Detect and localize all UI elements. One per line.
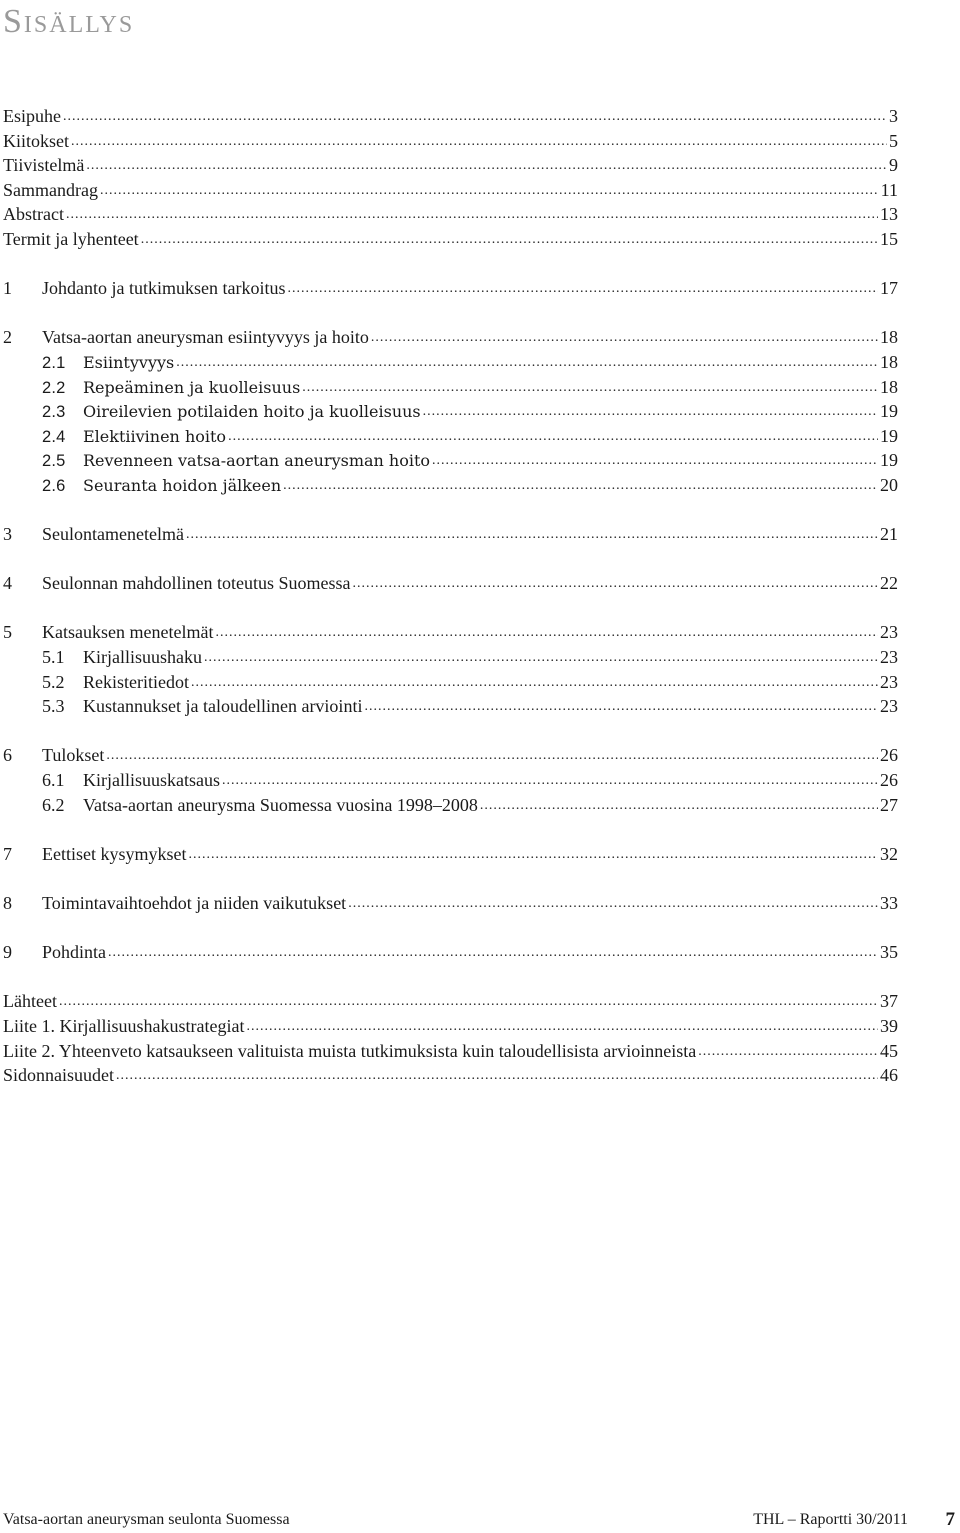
toc-entry-page: 20	[880, 474, 898, 495]
toc-entry-page: 22	[880, 573, 898, 594]
toc-entry-title: Tulokset	[42, 745, 105, 766]
dot-leader	[176, 348, 878, 376]
toc-entry[interactable]	[3, 1039, 898, 1064]
toc-entry-title: Abstract	[3, 204, 64, 225]
toc-entry-title: Toimintavaihtoehdot ja niiden vaikutukset	[42, 893, 347, 913]
toc-entry-title: Repeäminen ja kuolleisuus	[83, 377, 301, 397]
toc-entry[interactable]	[3, 793, 898, 818]
toc-entry-number: 5	[3, 622, 12, 643]
toc-entry-title: Seulontamenetelmä	[42, 524, 184, 545]
page-title: Sisällys	[3, 3, 135, 40]
dot-leader	[348, 889, 878, 917]
toc-entry-page: 37	[880, 991, 898, 1012]
dot-leader	[215, 618, 878, 646]
dot-leader	[108, 938, 878, 966]
toc-entry-title: Oireilevien potilaiden hoito ja kuolleisuus	[83, 402, 421, 422]
dot-leader	[86, 151, 887, 179]
dot-leader	[106, 741, 878, 769]
dot-leader	[222, 766, 878, 794]
toc-entry-page: 11	[880, 179, 898, 200]
dot-leader	[141, 225, 878, 253]
footer-report-title: Vatsa-aortan aneurysman seulonta Suomessa	[3, 1511, 290, 1528]
toc-entry-page: 19	[880, 401, 898, 422]
toc-entry-title: Esiintyvyys	[83, 352, 175, 372]
toc-entry-page: 23	[880, 671, 898, 692]
toc-entry-page: 18	[880, 327, 898, 348]
toc-entry-title: Seulonnan mahdollinen toteutus Suomessa	[42, 573, 351, 594]
dot-leader	[480, 791, 878, 819]
toc-entry-title: Pohdinta	[42, 942, 107, 963]
dot-leader	[228, 422, 878, 450]
toc-entry[interactable]	[3, 1063, 898, 1088]
toc-entry-number: 2.2	[42, 378, 66, 397]
toc-entry[interactable]	[3, 645, 898, 670]
toc-entry[interactable]	[3, 842, 898, 867]
dot-leader	[191, 668, 878, 696]
dot-leader	[246, 1012, 878, 1040]
toc-entry[interactable]	[3, 620, 898, 645]
dot-leader	[432, 446, 878, 474]
toc-entry-title: Kirjallisuushaku	[83, 647, 202, 668]
toc-entry-number: 2.5	[42, 452, 66, 471]
toc-entry[interactable]	[3, 424, 898, 449]
toc-entry[interactable]	[3, 202, 898, 227]
toc-entry[interactable]	[3, 350, 898, 375]
toc-entry-title: Lähteet	[3, 991, 57, 1012]
toc-entry[interactable]	[3, 940, 898, 965]
toc-entry-title: Vatsa-aortan aneurysma Suomessa vuosina 1998–2008	[83, 794, 478, 815]
toc-entry-title: Elektiivinen hoito	[83, 426, 227, 446]
toc-entry-page: 23	[880, 622, 898, 643]
toc-entry-number: 5.3	[42, 696, 65, 717]
dot-leader	[188, 840, 878, 868]
toc-entry[interactable]	[3, 227, 898, 252]
toc-entry[interactable]	[3, 375, 898, 400]
dot-leader	[59, 987, 878, 1015]
dot-leader	[71, 127, 887, 155]
toc-entry-number: 4	[3, 573, 12, 594]
toc-entry-page: 18	[880, 351, 898, 372]
toc-entry-title: Liite 2. Yhteenveto katsaukseen valituista muista tutkimuksista kuin taloudellisista arvioinneista	[3, 1040, 697, 1061]
toc-entry[interactable]	[3, 768, 898, 793]
toc-entry[interactable]	[3, 325, 898, 350]
toc-entry[interactable]	[3, 399, 898, 424]
dot-leader	[116, 1061, 878, 1089]
dot-leader	[204, 643, 878, 671]
toc-entry-title: Vatsa-aortan aneurysman esiintyvyys ja hoito	[42, 327, 369, 348]
toc-entry-title: Johdanto ja tutkimuksen tarkoitus	[42, 278, 286, 299]
toc-entry-page: 9	[889, 155, 898, 176]
toc-entry-title: Esipuhe	[3, 106, 61, 126]
toc-entry-title: Termit ja lyhenteet	[3, 228, 139, 249]
toc-entry[interactable]	[3, 1014, 898, 1039]
dot-leader	[287, 274, 878, 302]
toc-entry-title: Sammandrag	[3, 179, 98, 200]
dot-leader	[364, 692, 878, 720]
dot-leader	[100, 176, 879, 204]
toc-entry-title: Tiivistelmä	[3, 155, 85, 176]
toc-entry[interactable]	[3, 670, 898, 695]
toc-entry-page: 26	[880, 745, 898, 766]
toc-entry-page: 35	[880, 942, 898, 963]
toc-entry[interactable]	[3, 448, 898, 473]
toc-entry-number: 6.1	[42, 770, 65, 791]
toc-entry-number: 9	[3, 942, 12, 963]
dot-leader	[283, 471, 878, 499]
toc-entry-page: 26	[880, 770, 898, 791]
toc-entry-number: 2.4	[42, 427, 66, 446]
dot-leader	[186, 520, 878, 548]
toc-entry-page: 23	[880, 647, 898, 668]
toc-entry-page: 13	[880, 204, 898, 225]
toc-entry-number: 2.3	[42, 403, 66, 422]
toc-entry[interactable]	[3, 153, 898, 178]
toc-entry-page: 27	[880, 794, 898, 815]
toc-entry-title: Eettiset kysymykset	[42, 843, 187, 864]
toc-entry-title: Revenneen vatsa-aortan aneurysman hoito	[83, 451, 431, 471]
dot-leader	[698, 1037, 878, 1065]
toc-entry-page: 23	[880, 696, 898, 717]
toc-entry[interactable]	[3, 276, 898, 301]
toc-entry-number: 7	[3, 843, 12, 864]
dot-leader	[302, 373, 878, 401]
toc-entry-title: Seuranta hoidon jälkeen	[83, 475, 282, 495]
toc-entry[interactable]	[3, 178, 898, 203]
page-number: 7	[945, 1509, 955, 1530]
toc-entry-number: 1	[3, 278, 12, 299]
toc-entry-number: 2	[3, 327, 12, 348]
toc-entry-number: 3	[3, 524, 12, 545]
toc-entry-number: 2.1	[42, 353, 66, 372]
dot-leader	[63, 102, 887, 130]
toc-entry-page: 3	[889, 106, 898, 126]
toc-entry-title: Kustannukset ja taloudellinen arviointi	[83, 696, 363, 717]
toc-entry-number: 8	[3, 893, 12, 913]
toc-entry-title: Kirjallisuuskatsaus	[83, 770, 220, 791]
dot-leader	[352, 569, 878, 597]
toc-entry-page: 33	[880, 893, 898, 913]
toc-entry-page: 19	[880, 425, 898, 446]
table-of-contents	[3, 104, 898, 1088]
toc-entry-page: 15	[880, 228, 898, 249]
toc-entry-number: 5.2	[42, 671, 65, 692]
toc-entry-page: 18	[880, 376, 898, 397]
toc-entry[interactable]	[3, 694, 898, 719]
toc-entry-title: Rekisteritiedot	[83, 671, 189, 692]
toc-entry-title: Kiitokset	[3, 130, 69, 151]
footer-series: THL – Raportti 30/2011	[753, 1511, 908, 1528]
toc-entry-number: 6	[3, 745, 12, 766]
toc-entry-title: Sidonnaisuudet	[3, 1065, 114, 1086]
toc-entry-number: 6.2	[42, 794, 65, 815]
dot-leader	[371, 323, 878, 351]
toc-entry[interactable]	[3, 522, 898, 547]
toc-entry-page: 19	[880, 450, 898, 471]
toc-entry-page: 39	[880, 1015, 898, 1036]
toc-entry-number: 5.1	[42, 647, 65, 668]
toc-entry-page: 21	[880, 524, 898, 545]
toc-entry[interactable]	[3, 743, 898, 768]
toc-entry-page: 17	[880, 278, 898, 299]
toc-entry-page: 46	[880, 1065, 898, 1086]
dot-leader	[66, 200, 878, 228]
toc-entry-title: Katsauksen menetelmät	[42, 622, 214, 643]
dot-leader	[423, 397, 878, 425]
toc-entry[interactable]	[3, 571, 898, 596]
toc-entry[interactable]	[3, 129, 898, 154]
toc-entry[interactable]	[3, 989, 898, 1014]
toc-entry-page: 5	[889, 130, 898, 151]
toc-entry-number: 2.6	[42, 476, 66, 495]
toc-entry-page: 45	[880, 1040, 898, 1061]
toc-entry-title: Liite 1. Kirjallisuushakustrategiat	[3, 1015, 245, 1036]
toc-entry[interactable]	[3, 891, 898, 916]
page-footer	[3, 1511, 960, 1533]
toc-entry[interactable]	[3, 473, 898, 498]
toc-entry[interactable]	[3, 104, 898, 129]
toc-entry-page: 32	[880, 843, 898, 864]
